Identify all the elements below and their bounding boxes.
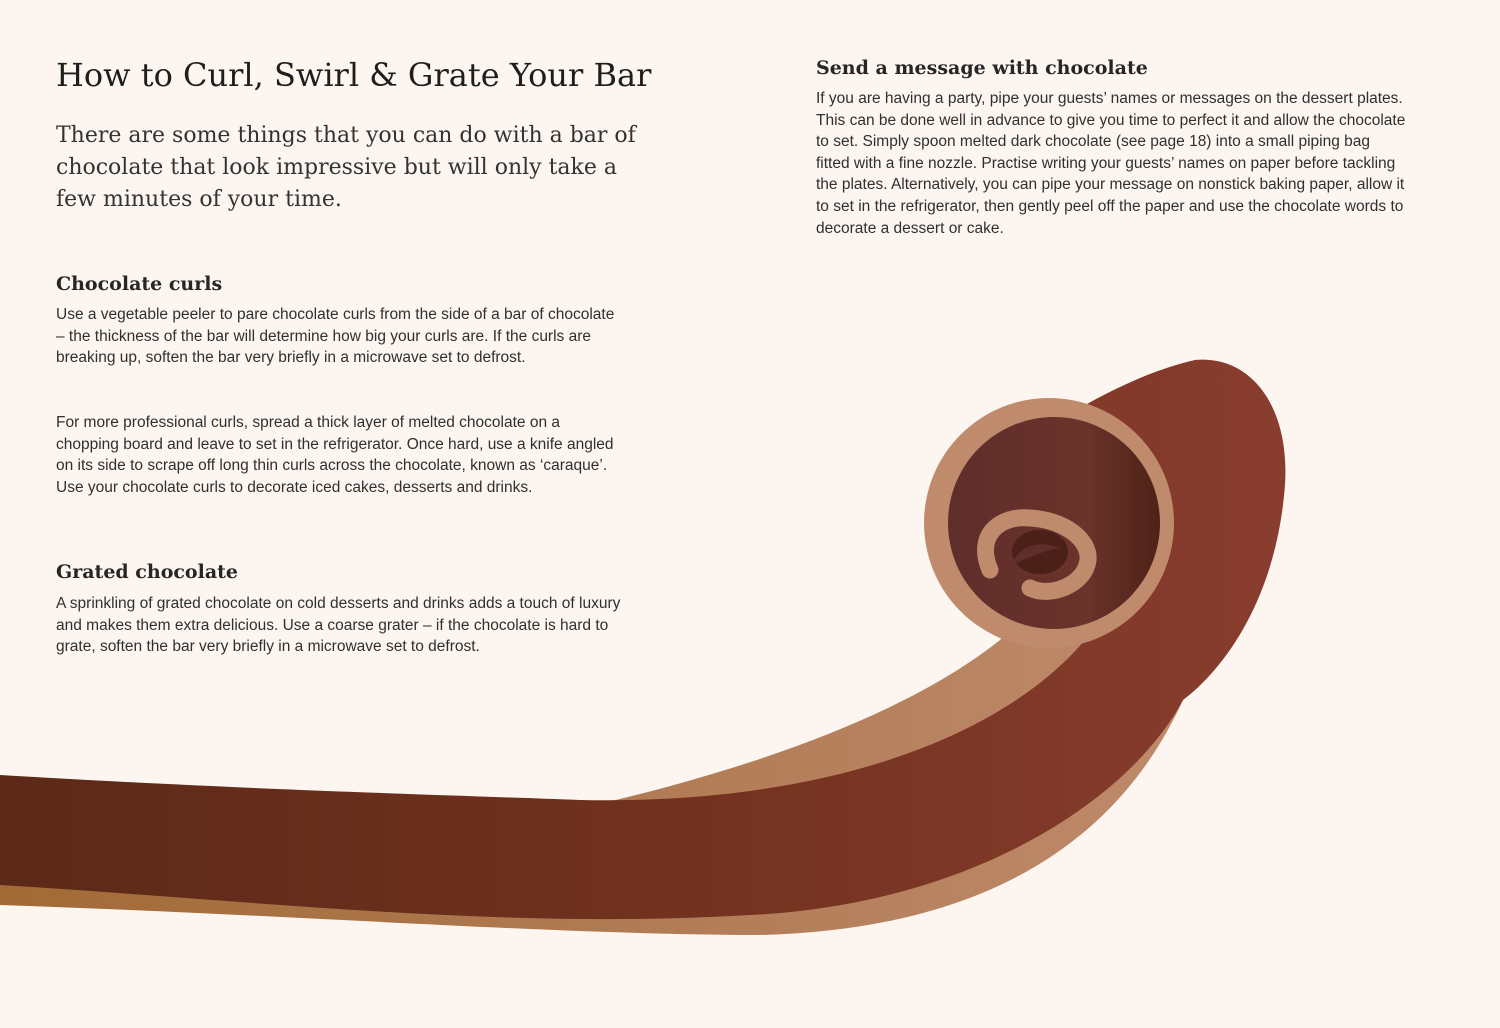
paragraph-curls-caraque: For more professional curls, spread a thick layer of melted chocolate on a chopping board and leave to set in the refrigerator. Once hard, use a knife angled on its side to scrape off long thin curls across the chocolate, known as ‘caraque’. Use your chocolate curls to decorate iced cakes, desserts and drinks.: [56, 414, 614, 496]
page-title: How to Curl, Swirl & Grate Your Bar: [56, 56, 652, 94]
section-heading-grated-chocolate: Grated chocolate: [56, 561, 239, 583]
paragraph-curls-peeler: Use a vegetable peeler to pare chocolate curls from the side of a bar of chocolate – the thickness of the bar will determine how big your curls are. If the curls are breaking up, soften the bar very briefly in a microwave set to defrost.: [56, 306, 615, 367]
section-heading-send-message: Send a message with chocolate: [816, 57, 1148, 79]
intro-text: There are some things that you can do with a bar of chocolate that look impressive but will only take a few minutes of your time.: [56, 123, 636, 212]
section-heading-chocolate-curls: Chocolate curls: [56, 273, 223, 295]
paragraph-send-message: If you are having a party, pipe your guests’ names or messages on the dessert plates. This can be done well in advance to give you time to perfect it and allow the chocolate to set. Simply spoon melted dark chocolate (see page 18) into a small piping bag fitted with a fine nozzle. Practise writing your guests’ names on paper before tackling the plates. Alternatively, you can pipe your message on nonstick baking paper, allow it to set in the refrigerator, then gently peel off the paper and use the chocolate words to decorate a dessert or cake.: [816, 90, 1406, 237]
paragraph-grated: A sprinkling of grated chocolate on cold desserts and drinks adds a touch of luxury and makes them extra delicious. Use a coarse grater – if the chocolate is hard to grate, soften the bar very briefly in a microwave set to defrost.: [56, 595, 621, 656]
